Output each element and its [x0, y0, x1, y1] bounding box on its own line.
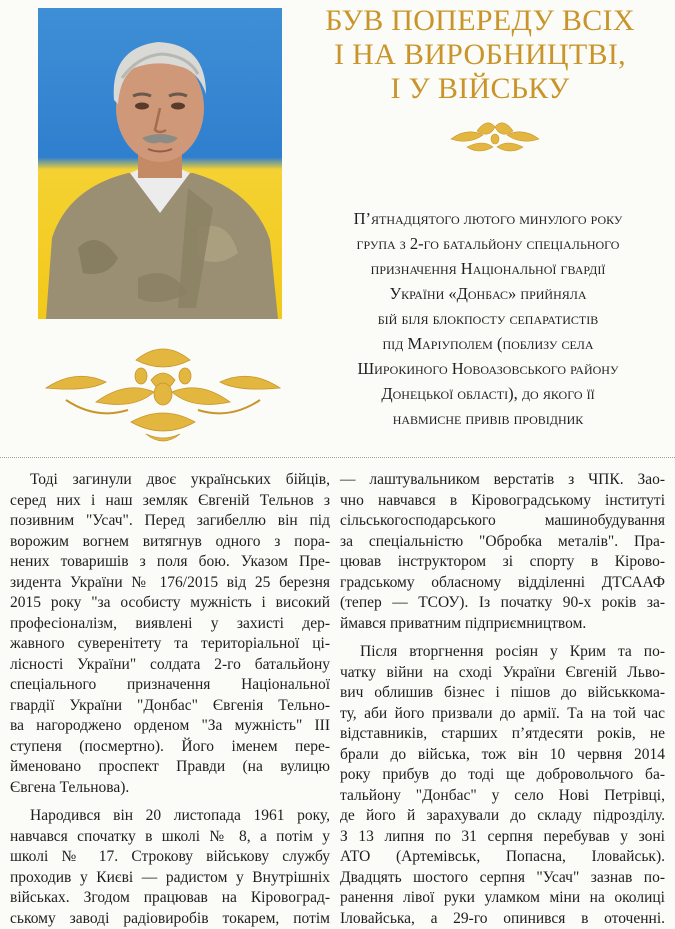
article-line: Іловайська, а 29-го опинився в оточенні. — [340, 909, 665, 929]
article-line: Після вторгнення росіян у Крим та по- — [340, 642, 665, 663]
article-line: вич облишив бізнес і пішов до військкома- — [340, 683, 665, 704]
lead-line: призначення Національної гвардії — [318, 256, 658, 281]
article-paragraph — [10, 470, 330, 798]
article-line: Тоді загинули двоє українських бійців, — [10, 470, 330, 491]
article-line: брали до війська, тож він 10 червня 2014 — [340, 745, 665, 766]
article-column-left — [10, 470, 330, 929]
article-line: проходив у Києві — радистом у Внутрішніх — [10, 868, 330, 889]
article-line: зидента України № 176/2015 від 25 березня — [10, 573, 330, 594]
article-line: позивним "Усач". Перед загибеллю він під — [10, 511, 330, 532]
article-column-right — [340, 470, 665, 929]
lead-line: України «Донбас» прийняла — [318, 281, 658, 306]
article-line: нених товаришів з поля бою. Указом Пре- — [10, 552, 330, 573]
article-line: школі № 17. Строкову військову службу — [10, 847, 330, 868]
lead-line: бій біля блокпосту сепаратистів — [318, 306, 658, 331]
lead-line: під Маріуполем (поблизу села — [318, 331, 658, 356]
article-paragraph — [340, 470, 665, 634]
article-line: цював інструктором зі спорту в Кірово- — [340, 552, 665, 573]
article-line: відставників, старших п’ятдесяти років, не — [340, 724, 665, 745]
lead-line: Донецької області), до якого її — [318, 381, 658, 406]
article-paragraph — [10, 806, 330, 929]
article-line: ворожим вогнем витягнув одного з пора- — [10, 532, 330, 553]
article-line: АТО (Артемівськ, Попасна, Іловайськ). — [340, 847, 665, 868]
article-headline — [300, 4, 660, 106]
article-line: сільськогосподарського машинобудування — [340, 511, 665, 532]
article-line: військах. Згодом працював на Кіровоград- — [10, 888, 330, 909]
article-line: (тепер — ТСОУ). Із початку 90-х років за- — [340, 593, 665, 614]
article-line: за спеціальністю "Обробка металів". Пра- — [340, 532, 665, 553]
article-lead — [318, 206, 658, 431]
article-line: Народився він 20 листопада 1961 року, — [10, 806, 330, 827]
article-line: ту, аби його призвали до армії. Та на той час — [340, 704, 665, 725]
portrait-illustration — [38, 8, 282, 319]
article-line: 2015 року "за особисту мужність і високий — [10, 593, 330, 614]
lead-line: група з 2-го батальйону спеціального — [318, 231, 658, 256]
article-line: ському заводі радіовиробів токарем, потім — [10, 909, 330, 929]
article-line: лісності України" солдата 2-го батальйону — [10, 655, 330, 676]
headline-line: І НА ВИРОБНИЦТВІ, — [300, 38, 660, 72]
oak-leaf-ornament — [36, 330, 290, 450]
article-line: чатку війни на сході України Євгеній Льво- — [340, 663, 665, 684]
article-line: ранення лівої руки уламком міни на околиці — [340, 888, 665, 909]
article-line: Євгена Тельнова). — [10, 778, 330, 799]
headline-line: БУВ ПОПЕРЕДУ ВСІХ — [300, 4, 660, 38]
article-paragraph — [340, 642, 665, 929]
article-line: жавного суверенітету та територіальної ці- — [10, 634, 330, 655]
lead-line: навмисне привів провідник — [318, 406, 658, 431]
section-divider — [0, 457, 675, 458]
article-line: спеціального призначення Національної — [10, 675, 330, 696]
lead-line: Широкиного Новоазовського району — [318, 356, 658, 381]
article-line: ймався приватним підприємництвом. — [340, 614, 665, 635]
article-line: гвардії України "Донбас" Євгенія Тельно- — [10, 696, 330, 717]
article-line: градському обласному відділенні ДТСААФ — [340, 573, 665, 594]
article-line: професіоналізм, виявлені у захисті дер- — [10, 614, 330, 635]
laurel-ornament — [447, 117, 543, 157]
article-line: Двадцять шостого серпня "Усач" зазнав по- — [340, 868, 665, 889]
lead-line: П’ятнадцятого лютого минулого року — [318, 206, 658, 231]
portrait-photo — [38, 8, 282, 319]
article-line: де його й зарахували до складу підрозділу. — [340, 806, 665, 827]
article-line: навчався спочатку в школі № 8, а потім у — [10, 827, 330, 848]
article-line: — лаштувальником верстатів з ЧПК. Зао- — [340, 470, 665, 491]
article-line: ва нагороджено орденом "За мужність" III — [10, 716, 330, 737]
article-line: серед них і наш земляк Євгеній Тельнов з — [10, 491, 330, 512]
article-line: З 13 липня по 31 серпня перебував у зоні — [340, 827, 665, 848]
article-line: чно навчався в Кіровоградському інституті — [340, 491, 665, 512]
article-line: тальйону "Донбас" у село Нові Петрівці, — [340, 786, 665, 807]
article-line: ступеня (посмертно). Його іменем пере- — [10, 737, 330, 758]
headline-line: І У ВІЙСЬКУ — [300, 72, 660, 106]
article-line: року прибув до тоді ще добровольчого ба- — [340, 765, 665, 786]
article-line: йменовано проспект Правди (на вулицю — [10, 757, 330, 778]
